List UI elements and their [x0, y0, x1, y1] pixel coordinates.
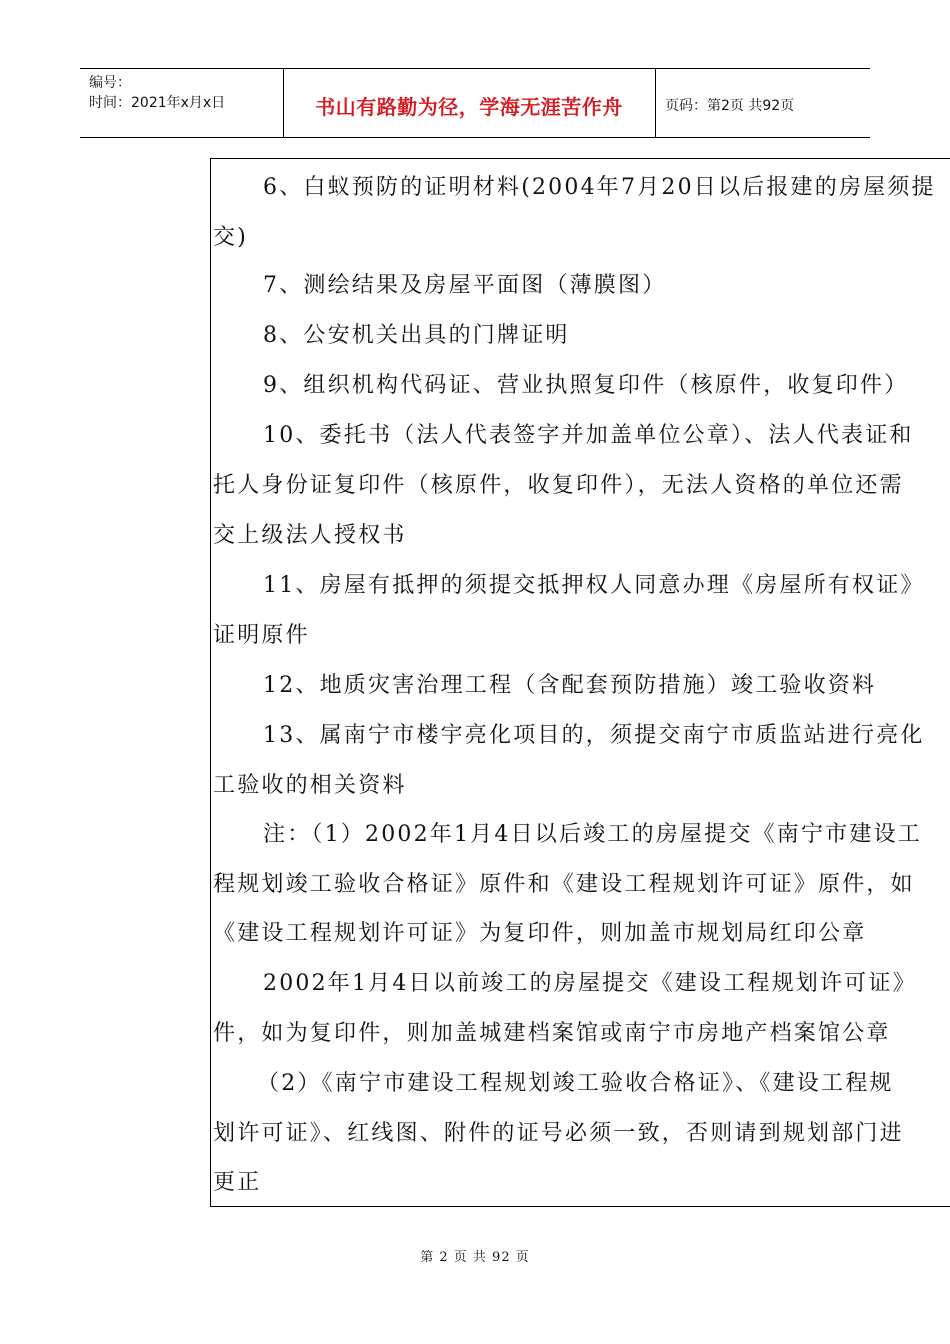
text-line: 2002年1月4日以前竣工的房屋提交《建设工程规划许可证》 — [263, 971, 917, 996]
page-info: 页码：第2页 共92页 — [665, 98, 795, 114]
number-label: 编号： — [89, 75, 131, 91]
text-line: 交) — [213, 225, 248, 250]
text-line: 10、委托书（法人代表签字并加盖单位公章）、法人代表证和 — [263, 423, 914, 448]
text-line: 件，如为复印件，则加盖城建档案馆或南宁市房地产档案馆公章 — [213, 1021, 891, 1046]
text-line: 证明原件 — [213, 623, 310, 648]
content-box — [210, 158, 950, 1207]
text-line: 更正 — [213, 1170, 262, 1195]
text-line: 8、公安机关出具的门牌证明 — [263, 323, 570, 348]
text-line: （2）《南宁市建设工程规划竣工验收合格证》、《建设工程规 — [257, 1071, 894, 1096]
header-motto-cell — [284, 69, 654, 137]
text-line: 划许可证》、红线图、附件的证号必须一致，否则请到规划部门进 — [213, 1121, 904, 1146]
text-line: 9、组织机构代码证、营业执照复印件（核原件，收复印件） — [263, 373, 909, 398]
page-footer: 第 2 页 共 92 页 — [420, 1250, 530, 1265]
text-line: 程规划竣工验收合格证》原件和《建设工程规划许可证》原件，如 — [213, 872, 915, 897]
text-line: 托人身份证复印件（核原件，收复印件），无法人资格的单位还需 — [213, 473, 904, 498]
text-line: 12、地质灾害治理工程（含配套预防措施）竣工验收资料 — [263, 673, 877, 698]
text-line: 工验收的相关资料 — [213, 773, 407, 798]
document-header — [80, 68, 870, 138]
text-line: 《建设工程规划许可证》为复印件，则加盖市规划局红印公章 — [213, 921, 867, 946]
motto-text: 书山有路勤为径，学海无涯苦作舟 — [315, 94, 623, 119]
text-line: 交上级法人授权书 — [213, 523, 407, 548]
text-line: 6、白蚁预防的证明材料(2004年7月20日以后报建的房屋须提 — [263, 175, 936, 200]
text-line: 注：（1）2002年1月4日以后竣工的房屋提交《南宁市建设工 — [263, 822, 922, 847]
header-meta — [80, 69, 283, 141]
date-text: 时间：2021年x月x日 — [89, 95, 226, 111]
text-line: 13、属南宁市楼宇亮化项目的，须提交南宁市质监站进行亮化 — [263, 723, 925, 748]
text-line: 7、测绘结果及房屋平面图（薄膜图） — [263, 273, 667, 298]
text-line: 11、房屋有抵押的须提交抵押权人同意办理《房屋所有权证》 — [263, 573, 925, 598]
